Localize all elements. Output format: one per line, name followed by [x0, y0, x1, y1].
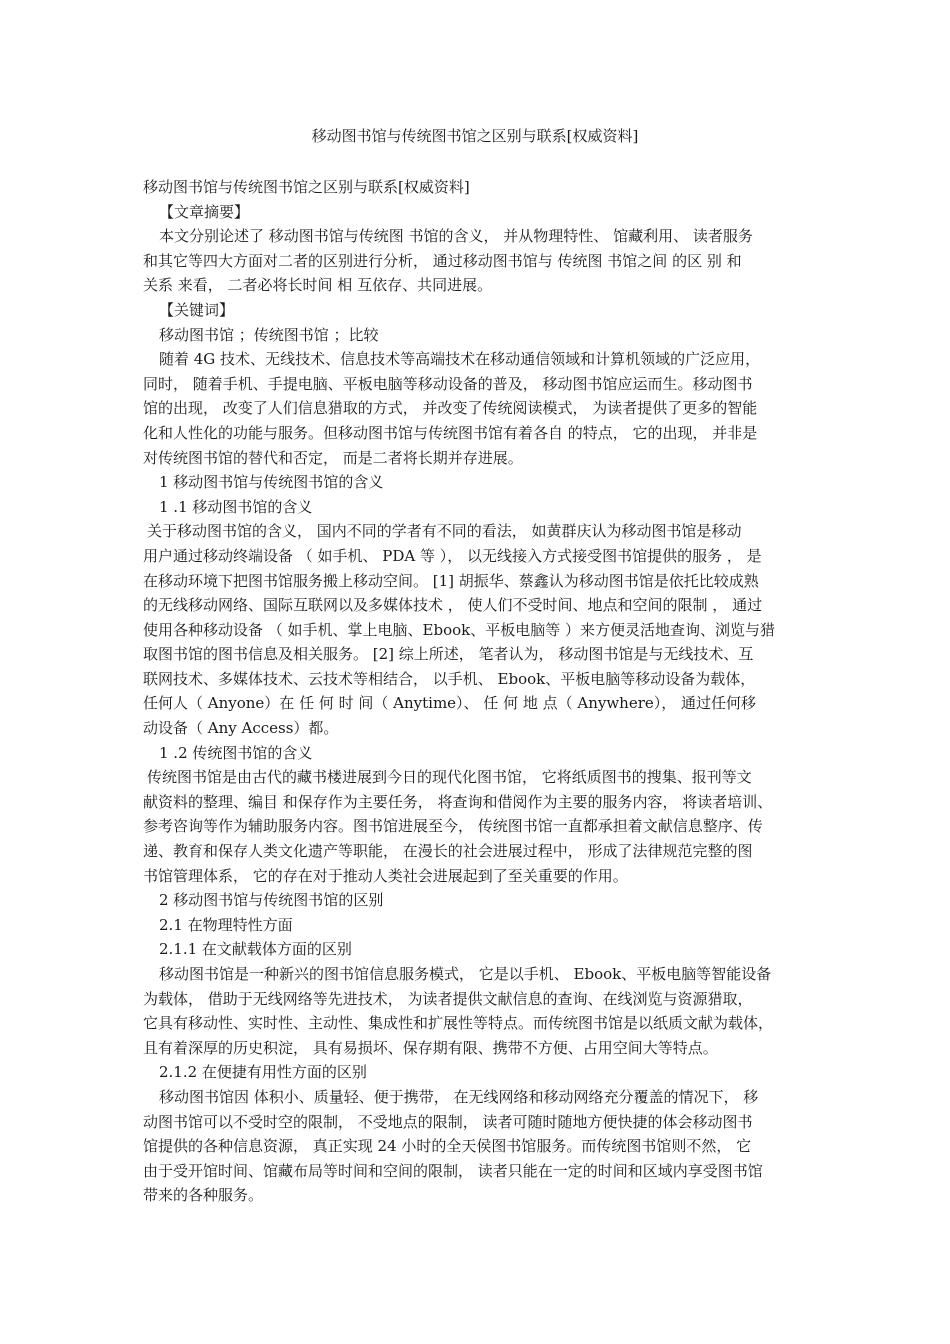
text-line: 2.1 在物理特性方面 — [159, 915, 293, 934]
text-line: 本文分别论述了 移动图书馆与传统图 书馆的含义， 并从物理特性、 馆藏利用、 读者服务 — [159, 227, 753, 246]
text-line: 移动图书馆与传统图书馆之区别与联系[权威资料] — [143, 178, 470, 196]
text-line: 书馆管理体系， 它的存在对于推动人类社会进展起到了至关重要的作用。 — [143, 866, 628, 885]
text-line: 参考咨询等作为辅助服务内容。图书馆进展至今， 传统图书馆一直都承担着文献信息整序、传 — [143, 817, 763, 836]
text-line: 联网技术、多媒体技术、云技术等相结合， 以手机、 Ebook、平板电脑等移动设备为载体， — [143, 669, 756, 688]
document-body — [143, 175, 815, 1208]
text-line: 传统图书馆是由古代的藏书楼进展到今日的现代化图书馆， 它将纸质图书的搜集、报刊等文 — [147, 768, 752, 787]
text-line: 用户通过移动终端设备 （ 如手机、 PDA 等 ）， 以无线接入方式接受图书馆提供的服务 ， 是 — [143, 546, 762, 565]
text-line: 1 .2 传统图书馆的含义 — [159, 743, 313, 762]
text-line: 1 .1 移动图书馆的含义 — [159, 497, 313, 516]
text-line: 它具有移动性、实时性、主动性、集成性和扩展性等特点。而传统图书馆是以纸质文献为载体， — [143, 1014, 774, 1033]
text-line: 随着 4G 技术、无线技术、信息技术等高端技术在移动通信领域和计算机领域的广泛应用， — [159, 350, 761, 369]
text-line: 移动图书馆 ；传统图书馆 ；比较 — [159, 325, 379, 344]
text-line: 递、教育和保存人类文化遗产等职能， 在漫长的社会进展过程中， 形成了法律规范完整的图 — [143, 842, 753, 861]
text-line: 献资料的整理、编目 和保存作为主要任务， 将查询和借阅作为主要的服务内容， 将读者培训、 — [143, 792, 773, 811]
text-line: 使用各种移动设备 （ 如手机、掌上电脑、Ebook、平板电脑等 ）来方便灵活地查询、浏览与猎 — [143, 620, 776, 639]
text-line: 由于受开馆时间、馆藏布局等时间和空间的限制， 读者只能在一定的时间和区域内享受图书馆 — [143, 1161, 763, 1180]
document-title: 移动图书馆与传统图书馆之区别与联系[权威资料] — [311, 127, 639, 145]
text-line: 化和人性化的功能与服务。但移动图书馆与传统图书馆有着各自 的特点， 它的出现， 并非是 — [143, 423, 758, 442]
text-line: 移动图书馆是一种新兴的图书馆信息服务模式， 它是以手机、 Ebook、平板电脑等智能设备 — [159, 965, 772, 983]
text-line: 和其它等四大方面对二者的区别进行分析， 通过移动图书馆与 传统图 书馆之间 的区 别 和 — [143, 251, 742, 270]
text-line: 在移动环境下把图书馆服务搬上移动空间。 [1] 胡振华、蔡鑫认为移动图书馆是依托比较成熟 — [143, 571, 759, 590]
text-line: 的无线移动网络、国际互联网以及多媒体技术 ， 使人们不受时间、地点和空间的限制 ， 通过 — [143, 596, 763, 615]
text-line: 为载体， 借助于无线网络等先进技术， 为读者提供文献信息的查询、在线浏览与资源猎取， — [143, 989, 753, 1008]
text-line: 关系 来看， 二者必将长时间 相 互依存、共同进展。 — [143, 276, 493, 295]
text-line: 馆提供的各种信息资源， 真正实现 24 小时的全天侯图书馆服务。而传统图书馆则不然， 它 — [143, 1137, 752, 1156]
text-line: 同时， 随着手机、手提电脑、平板电脑等移动设备的普及， 移动图书馆应运而生。移动图书 — [143, 374, 753, 393]
text-line: 【关键词】 — [159, 300, 235, 319]
text-line: 动设备（ Any Access）都。 — [143, 719, 339, 738]
text-line: 带来的各种服务。 — [143, 1186, 264, 1205]
text-line: 移动图书馆因 体积小、质量轻、便于携带， 在无线网络和移动网络充分覆盖的情况下， 移 — [159, 1087, 759, 1106]
text-line: 馆的出现， 改变了人们信息猎取的方式， 并改变了传统阅读模式， 为读者提供了更多的智能 — [143, 399, 758, 418]
text-line: 1 移动图书馆与传统图书馆的含义 — [159, 473, 384, 492]
text-line: 取图书馆的图书信息及相关服务。 [2] 综上所述， 笔者认为， 移动图书馆是与无线技术、互 — [143, 645, 754, 664]
text-line: 2.1.2 在便捷有用性方面的区别 — [159, 1063, 367, 1082]
text-line: 2 移动图书馆与传统图书馆的区别 — [159, 891, 384, 910]
text-line: 且有着深厚的历史积淀， 具有易损坏、保存期有限、携带不方便、占用空间大等特点。 — [143, 1038, 718, 1057]
text-line: 动图书馆可以不受时空的限制， 不受地点的限制， 读者可随时随地方便快捷的体会移动图书 — [143, 1112, 753, 1131]
text-line: 关于移动图书馆的含义， 国内不同的学者有不同的看法， 如黄群庆认为移动图书馆是移动 — [147, 522, 742, 541]
text-line: 任何人（ Anyone）在 任 何 时 间（ Anytime）、 任 何 地 点（ Anywhere）， 通过任何移 — [143, 694, 757, 713]
text-line: 对传统图书馆的替代和否定， 而是二者将长期并存进展。 — [143, 448, 523, 467]
text-line: 2.1.1 在文献载体方面的区别 — [159, 940, 352, 959]
text-line: 【文章摘要】 — [159, 202, 250, 221]
